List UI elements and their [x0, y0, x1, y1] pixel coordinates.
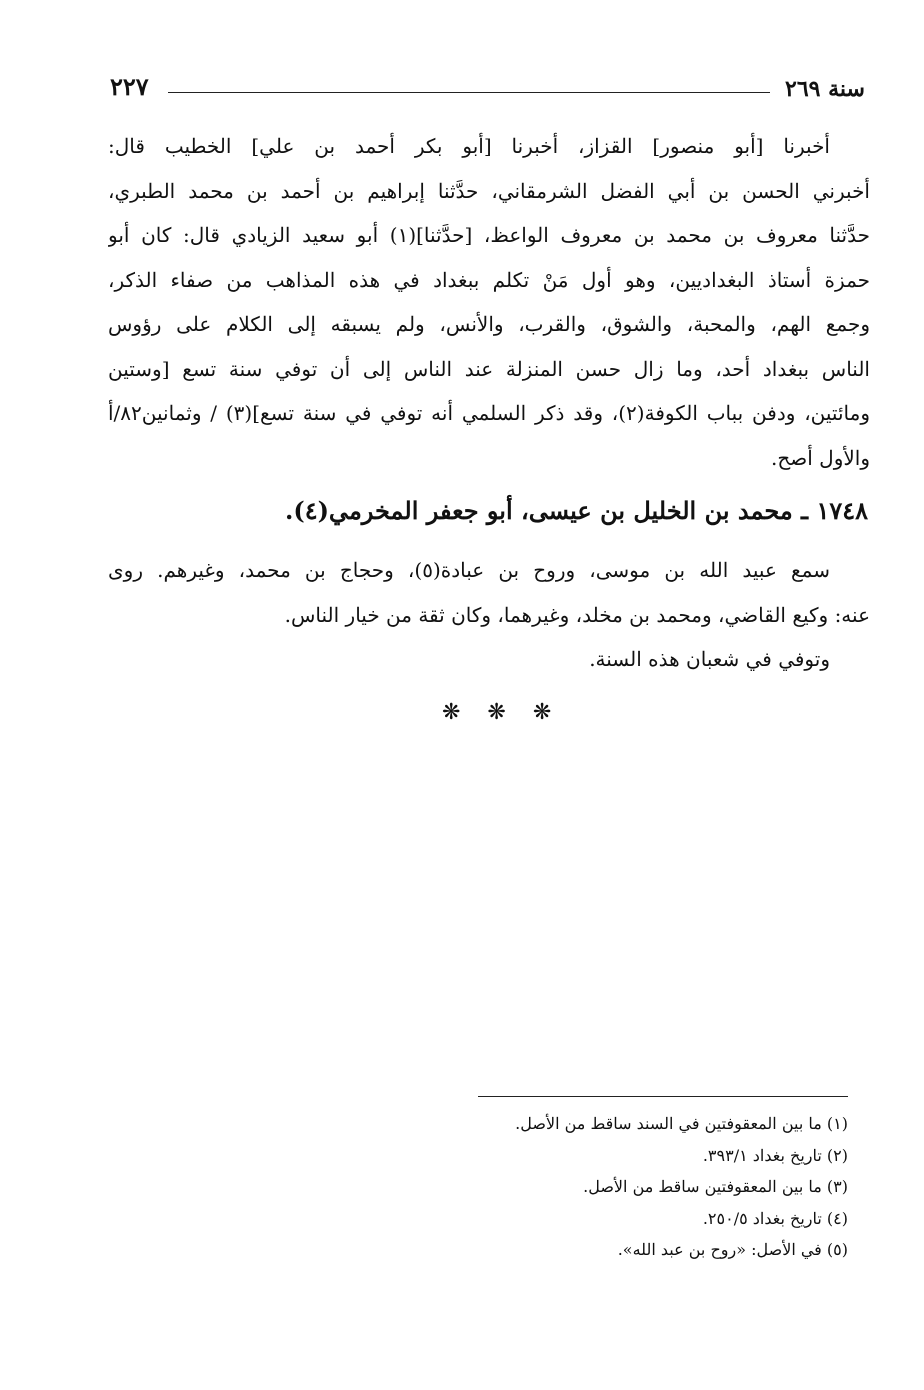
text-line: وجمع الهم، والمحبة، والشوق، والقرب، والأنس، ولم يسبقه إلى الكلام على رؤوس	[108, 312, 870, 336]
footnote-item: (٢) تاريخ بغداد ٣٩٣/١.	[702, 1145, 848, 1165]
header-year-label: سنة ٢٦٩	[785, 76, 865, 102]
footnotes	[88, 1108, 848, 1266]
text-line: سمع عبيد الله بن موسى، وروح بن عبادة(٥)، وحجاج بن محمد، وغيرهم. روى	[108, 558, 830, 582]
biography-paragraph	[108, 548, 870, 682]
text-line: ومائتين، ودفن بباب الكوفة(٢)، وقد ذكر السلمي أنه توفي في سنة تسع](٣) / وثمانين٨٢/أ	[108, 401, 870, 425]
footnote-item: (٥) في الأصل: «روح بن عبد الله».	[617, 1240, 848, 1259]
footnote-item: (١) ما بين المعقوفتين في السند ساقط من الأصل.	[515, 1114, 848, 1133]
text-line: الناس ببغداد أحد، وما زال حسن المنزلة عند الناس إلى أن توفي سنة تسع [وستين	[108, 356, 870, 381]
text-line: عنه: وكيع القاضي، ومحمد بن مخلد، وغيرهما، وكان ثقة من خيار الناس.	[284, 602, 870, 627]
footnote-item: (٣) ما بين المعقوفتين ساقط من الأصل.	[583, 1177, 848, 1196]
footnote-item: (٤) تاريخ بغداد ٢٥٠/٥.	[702, 1208, 848, 1228]
section-separator: ❋ ❋ ❋	[442, 700, 562, 725]
text-line: حمزة أستاذ البغداديين، وهو أول مَنْ تكلم ببغداد في هذه المذاهب من صفاء الذكر،	[108, 267, 870, 292]
running-header	[110, 70, 865, 110]
header-rule	[168, 92, 770, 93]
text-line: أخبرني الحسن بن أبي الفضل الشرمقاني، حدَّثنا إبراهيم بن أحمد بن محمد الطبري،	[108, 178, 870, 203]
entry-heading: ١٧٤٨ ـ محمد بن الخليل بن عيسى، أبو جعفر المخرمي(٤).	[284, 496, 868, 525]
text-line: وتوفي في شعبان هذه السنة.	[589, 647, 830, 671]
main-paragraph	[108, 124, 870, 480]
text-line: أخبرنا [أبو منصور] القزاز، أخبرنا [أبو بكر أحمد بن علي] الخطيب قال:	[108, 134, 830, 158]
footnote-rule	[478, 1096, 848, 1097]
page-number: ٢٢٧	[110, 72, 149, 101]
text-line: والأول أصح.	[771, 445, 870, 470]
text-line: حدَّثنا معروف بن محمد بن معروف الواعظ، [حدَّثنا](١) أبو سعيد الزيادي قال: كان أبو	[108, 223, 870, 247]
